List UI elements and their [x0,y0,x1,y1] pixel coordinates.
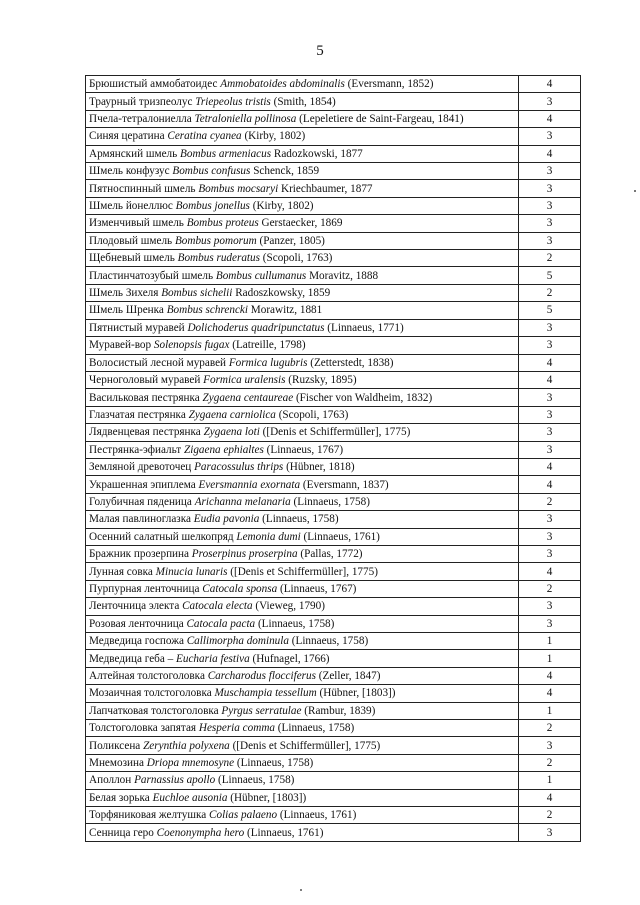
species-latin-name: Bombus schrencki [166,304,248,317]
species-name-cell [86,493,519,510]
species-common-name: Синяя цератина [89,130,168,143]
species-name-cell [86,232,519,249]
category-cell: 4 [519,667,581,684]
species-author: (Linnaeus, 1758) [275,722,355,735]
species-author: ([Denis et Schiffermüller], 1775) [259,426,411,439]
species-author: (Linnaeus, 1758) [234,757,314,770]
table-row [86,128,581,145]
table-row [86,458,581,475]
species-latin-name: Catocala electa [182,600,253,613]
category-cell: 3 [519,511,581,528]
species-name-cell [86,267,519,284]
species-author: (Linnaeus, 1761) [277,809,357,822]
category-cell: 3 [519,319,581,336]
species-author: Schenck, 1859 [250,165,320,178]
category-cell: 3 [519,232,581,249]
table-row [86,772,581,789]
table-row [86,267,581,284]
species-common-name: Торфяниковая желтушка [89,809,210,822]
table-row [86,702,581,719]
species-name-cell [86,163,519,180]
table-row [86,598,581,615]
species-latin-name: Bombus mocsaryi [198,182,279,195]
species-latin-name: Formica lugubris [228,356,308,369]
table-row [86,319,581,336]
species-author: (Hübner, [1803]) [227,791,307,804]
species-name-cell [86,598,519,615]
species-latin-name: Bombus cullumanus [215,269,307,282]
table-row [86,563,581,580]
species-common-name: Глазчатая пестрянка [89,408,189,421]
species-latin-name: Hesperia comma [198,722,275,735]
species-latin-name: Lemonia dumi [236,530,301,543]
species-common-name: Пятноспинный шмель [89,182,199,195]
species-author: (Smith, 1854) [270,95,336,108]
species-author: (Ruzsky, 1895) [285,374,357,387]
species-common-name: Поликсена [89,739,144,752]
table-row [86,250,581,267]
species-latin-name: Zerynthia polyxena [143,739,230,752]
table-row [86,650,581,667]
species-name-cell [86,93,519,110]
species-common-name: Щебневый шмель [89,252,178,265]
species-name-cell [86,128,519,145]
category-cell: 1 [519,772,581,789]
species-author: (Latreille, 1798) [229,339,306,352]
species-name-cell [86,528,519,545]
table-row [86,493,581,510]
species-author: (Zetterstedt, 1838) [307,356,394,369]
species-latin-name: Arichanna melanaria [194,495,291,508]
category-cell: 3 [519,180,581,197]
table-row [86,389,581,406]
species-author: (Linnaeus, 1758) [255,617,335,630]
species-common-name: Лапчатковая толстоголовка [89,704,222,717]
table-row [86,476,581,493]
table-row [86,284,581,301]
footer-dot [300,889,302,891]
category-cell: 2 [519,493,581,510]
species-name-cell [86,284,519,301]
table-row [86,371,581,388]
species-table-body [86,76,581,842]
table-row [86,337,581,354]
table-row [86,76,581,93]
species-latin-name: Euchloe ausonia [152,791,228,804]
species-name-cell [86,319,519,336]
category-cell: 4 [519,145,581,162]
table-row [86,441,581,458]
category-cell: 2 [519,807,581,824]
species-author: (Lepeletiere de Saint-Fargeau, 1841) [296,113,464,126]
table-row [86,180,581,197]
species-name-cell [86,702,519,719]
category-cell: 2 [519,720,581,737]
species-author: (Panzer, 1805) [256,234,325,247]
species-latin-name: Muschampia tessellum [214,687,317,700]
category-cell: 4 [519,354,581,371]
species-latin-name: Ammobatoides abdominalis [220,78,345,91]
category-cell: 5 [519,267,581,284]
species-common-name: Пластинчатозубый шмель [89,269,216,282]
species-name-cell [86,406,519,423]
species-common-name: Малая павлиноглазка [89,513,194,526]
species-latin-name: Formica uralensis [203,374,286,387]
category-cell: 5 [519,302,581,319]
table-row [86,667,581,684]
species-author: ([Denis et Schiffermüller], 1775) [229,739,381,752]
category-cell: 4 [519,458,581,475]
species-common-name: Белая зорька [89,791,153,804]
species-latin-name: Bombus ruderatus [177,252,260,265]
species-common-name: Бражник прозерпина [89,548,192,561]
species-common-name: Шмель конфузус [89,165,173,178]
species-name-cell [86,615,519,632]
species-latin-name: Driopa mnemosyne [146,757,235,770]
species-latin-name: Zygaena loti [203,426,260,439]
species-common-name: Волосистый лесной муравей [89,356,229,369]
species-author: (Scopoli, 1763) [275,408,349,421]
species-name-cell [86,720,519,737]
category-cell: 1 [519,650,581,667]
species-name-cell [86,824,519,841]
species-common-name: Черноголовый муравей [89,374,204,387]
species-common-name: Плодовый шмель [89,234,175,247]
species-author: Gerstaecker, 1869 [258,217,343,230]
species-common-name: Шмель Зихеля [89,287,162,300]
species-common-name: Армянский шмель [89,147,181,160]
category-cell: 4 [519,110,581,127]
table-row [86,615,581,632]
species-common-name: Лядвенцевая пестрянка [89,426,204,439]
category-cell: 4 [519,476,581,493]
category-cell: 1 [519,633,581,650]
species-latin-name: Tetraloniella pollinosa [194,113,297,126]
species-latin-name: Zygaena carniolica [188,408,276,421]
species-author: (Linnaeus, 1758) [215,774,295,787]
species-latin-name: Eudia pavonia [193,513,260,526]
species-author: (Hübner, [1803]) [316,687,396,700]
species-name-cell [86,197,519,214]
table-row [86,511,581,528]
species-author: (Hufnagel, 1766) [249,652,330,665]
table-row [86,789,581,806]
species-common-name: Шмель йонеллюс [89,200,176,213]
table-row [86,737,581,754]
species-author: (Fischer von Waldheim, 1832) [293,391,433,404]
species-common-name: Изменчивый шмель [89,217,187,230]
table-row [86,93,581,110]
species-common-name: Украшенная эпиплема [89,478,199,491]
species-common-name: Пестрянка-эфиальт [89,443,184,456]
category-cell: 3 [519,215,581,232]
table-row [86,754,581,771]
species-latin-name: Bombus proteus [186,217,259,230]
species-table [85,75,581,842]
species-latin-name: Bombus jonellus [175,200,250,213]
species-latin-name: Eucharia festiva [176,652,250,665]
species-common-name: Медведица госпожа [89,635,187,648]
species-name-cell [86,511,519,528]
species-name-cell [86,424,519,441]
category-cell: 4 [519,76,581,93]
species-name-cell [86,563,519,580]
category-cell: 3 [519,615,581,632]
species-name-cell [86,354,519,371]
table-row [86,633,581,650]
species-latin-name: Proserpinus proserpina [191,548,298,561]
species-common-name: Ленточница электа [89,600,183,613]
species-common-name: Земляной древоточец [89,461,195,474]
species-name-cell [86,337,519,354]
table-row [86,528,581,545]
table-row [86,145,581,162]
category-cell: 4 [519,685,581,702]
category-cell: 3 [519,545,581,562]
species-latin-name: Minucia lunaris [155,565,228,578]
species-latin-name: Zygaena centaureae [202,391,294,404]
species-common-name: Брюшистый аммобатоидес [89,78,221,91]
table-row [86,720,581,737]
species-latin-name: Bombus sichelii [161,287,233,300]
page-number: 5 [316,43,324,59]
species-author: (Eversmann, 1837) [300,478,389,491]
category-cell: 2 [519,250,581,267]
species-author: (Eversmann, 1852) [344,78,434,91]
species-latin-name: Catocala pacta [186,617,256,630]
category-cell: 3 [519,389,581,406]
table-row [86,215,581,232]
table-row [86,580,581,597]
table-row [86,302,581,319]
category-cell: 3 [519,737,581,754]
species-author: (Linnaeus, 1771) [324,321,404,334]
species-author: Radoszkowsky, 1859 [232,287,331,300]
table-row [86,424,581,441]
species-latin-name: Bombus confusus [172,165,251,178]
species-latin-name: Bombus armeniacus [180,147,272,160]
species-author: (Pallas, 1772) [297,548,363,561]
table-row [86,824,581,841]
category-cell: 3 [519,528,581,545]
species-author: (Zeller, 1847) [315,670,381,683]
species-author: (Linnaeus, 1761) [300,530,380,543]
species-author: Morawitz, 1881 [247,304,323,317]
species-common-name: Лунная совка [89,565,156,578]
species-common-name: Муравей-вор [89,339,154,352]
species-name-cell [86,441,519,458]
category-cell: 3 [519,337,581,354]
category-cell: 3 [519,824,581,841]
category-cell: 3 [519,128,581,145]
species-latin-name: Coenonympha hero [156,826,245,839]
species-latin-name: Callimorpha dominula [186,635,289,648]
species-latin-name: Carcharodus flocciferus [207,670,316,683]
species-common-name: Мозаичная толстоголовка [89,687,215,700]
species-latin-name: Pyrgus serratulae [221,704,302,717]
table-row [86,163,581,180]
species-latin-name: Triepeolus tristis [195,95,271,108]
species-common-name: Алтейная толстоголовка [89,670,208,683]
species-author: (Linnaeus, 1767) [277,582,357,595]
species-author: (Linnaeus, 1767) [263,443,344,456]
species-author: Kriechbaumer, 1877 [278,182,373,195]
species-latin-name: Parnassius apollo [134,774,216,787]
species-name-cell [86,580,519,597]
species-common-name: Пятнистый муравей [89,321,188,334]
table-row [86,110,581,127]
species-name-cell [86,145,519,162]
species-common-name: Розовая ленточница [89,617,187,630]
category-cell: 3 [519,424,581,441]
species-name-cell [86,667,519,684]
category-cell: 4 [519,563,581,580]
table-row [86,197,581,214]
table-row [86,232,581,249]
species-latin-name: Eversmannia exornata [198,478,301,491]
category-cell: 1 [519,702,581,719]
species-name-cell [86,250,519,267]
species-latin-name: Colias palaeno [209,809,278,822]
species-author: (Kirby, 1802) [249,200,314,213]
species-common-name: Пурпурная ленточница [89,582,203,595]
species-latin-name: Dolichoderus quadripunctatus [187,321,325,334]
category-cell: 2 [519,754,581,771]
species-common-name: Васильковая пестрянка [89,391,203,404]
species-common-name: Сенница геро [89,826,157,839]
species-name-cell [86,371,519,388]
table-row [86,354,581,371]
species-latin-name: Paracossulus thrips [194,461,284,474]
species-author: ([Denis et Schiffermüller], 1775) [227,565,378,578]
species-latin-name: Solenopsis fugax [153,339,230,352]
species-common-name: Голубичная пяденица [89,495,195,508]
species-author: (Rambur, 1839) [301,704,376,717]
species-common-name: Осенний салатный шелкопряд [89,530,237,543]
species-name-cell [86,685,519,702]
category-cell: 3 [519,197,581,214]
species-name-cell [86,545,519,562]
species-name-cell [86,458,519,475]
species-author: (Vieweg, 1790) [252,600,325,613]
species-author: (Kirby, 1802) [241,130,306,143]
species-name-cell [86,476,519,493]
species-author: (Scopoli, 1763) [259,252,333,265]
species-common-name: Мнемозина [89,757,147,770]
category-cell: 4 [519,789,581,806]
species-name-cell [86,389,519,406]
species-name-cell [86,110,519,127]
table-row [86,406,581,423]
species-name-cell [86,180,519,197]
table-row [86,807,581,824]
category-cell: 3 [519,598,581,615]
category-cell: 2 [519,580,581,597]
species-author: (Linnaeus, 1758) [259,513,339,526]
species-latin-name: Catocala sponsa [202,582,278,595]
table-row [86,685,581,702]
species-author: (Linnaeus, 1758) [290,495,370,508]
category-cell: 4 [519,371,581,388]
species-common-name: Аполлон [89,774,135,787]
species-name-cell [86,633,519,650]
species-name-cell [86,789,519,806]
species-author: Radozkowski, 1877 [271,147,363,160]
category-cell: 2 [519,284,581,301]
species-latin-name: Bombus pomorum [174,234,257,247]
species-name-cell [86,650,519,667]
species-author: Moravitz, 1888 [306,269,379,282]
species-name-cell [86,76,519,93]
species-common-name: Траурный тризпеолус [89,95,196,108]
species-name-cell [86,302,519,319]
species-name-cell [86,737,519,754]
species-name-cell [86,807,519,824]
species-author: (Hübner, 1818) [283,461,355,474]
species-common-name: Медведица геба – [89,652,177,665]
category-cell: 3 [519,441,581,458]
species-name-cell [86,754,519,771]
species-name-cell [86,772,519,789]
species-common-name: Толстоголовка запятая [89,722,199,735]
species-name-cell [86,215,519,232]
edge-mark [634,190,636,192]
species-common-name: Пчела-тетралониелла [89,113,195,126]
species-author: (Linnaeus, 1761) [244,826,324,839]
category-cell: 3 [519,93,581,110]
table-row [86,545,581,562]
species-latin-name: Ceratina cyanea [167,130,242,143]
species-common-name: Шмель Шренка [89,304,167,317]
category-cell: 3 [519,406,581,423]
species-latin-name: Zigaena ephialtes [183,443,264,456]
category-cell: 3 [519,163,581,180]
species-author: (Linnaeus, 1758) [288,635,369,648]
